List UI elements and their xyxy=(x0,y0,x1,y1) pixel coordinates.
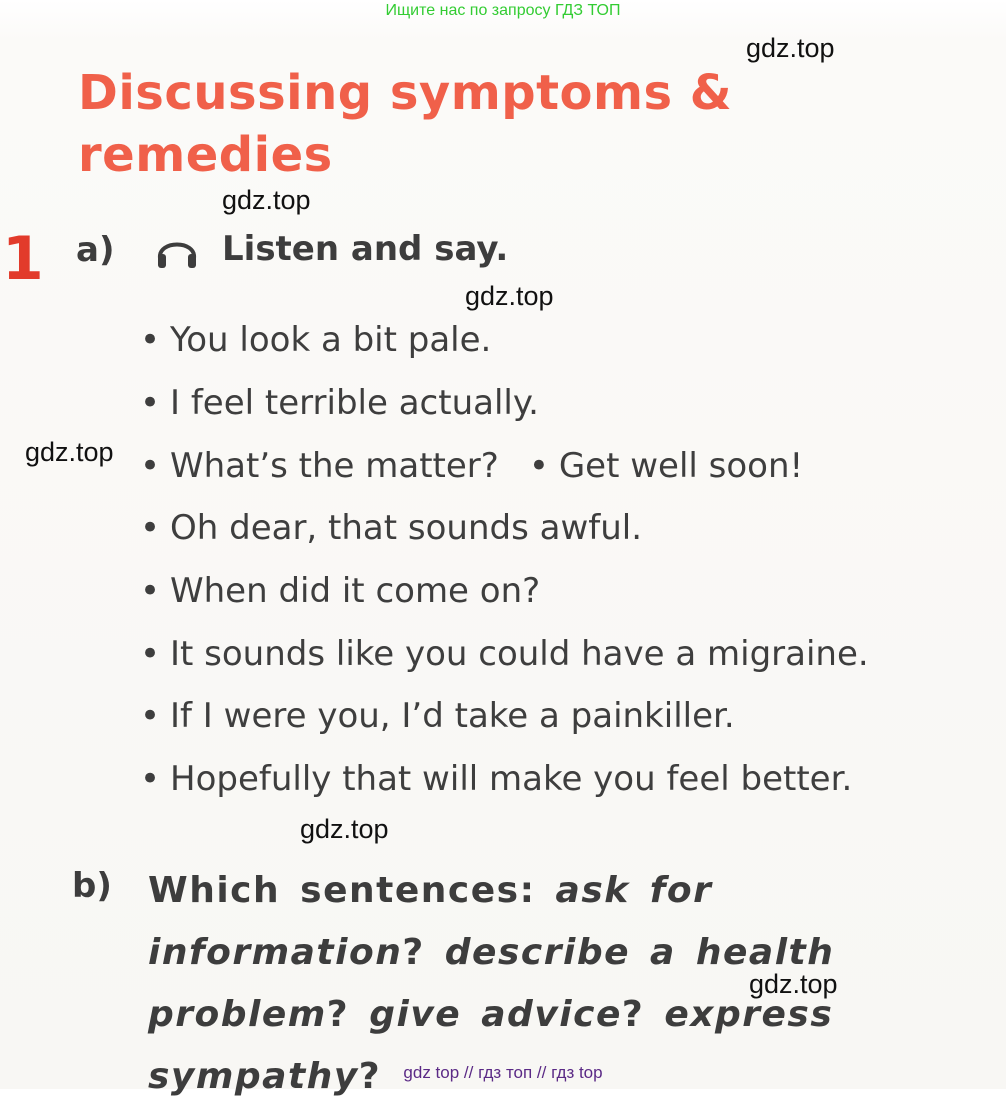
watermark: gdz.top xyxy=(746,33,835,63)
watermark: gdz.top xyxy=(300,814,389,844)
category-give-advice: give advice xyxy=(369,994,622,1035)
title-line-1: Discussing symptoms & xyxy=(78,65,733,121)
phrase-text: If I were you, I’d take a painkiller. xyxy=(170,696,735,736)
phrase-text: Oh dear, that sounds awful. xyxy=(170,508,643,548)
phrase-item xyxy=(140,757,852,801)
bullet: • xyxy=(140,759,161,799)
category-describe-problem: describe a health problem xyxy=(148,932,835,1035)
footer-links[interactable]: gdz top // гдз топ // гдз top xyxy=(403,1063,603,1082)
bullet: • xyxy=(140,508,161,548)
category-express-sympathy: express sympathy xyxy=(148,994,834,1097)
question-intro: Which sentences: xyxy=(148,870,536,911)
question-mark: ? xyxy=(326,994,350,1035)
question-mark: ? xyxy=(358,1056,382,1097)
bullet: • xyxy=(528,446,549,486)
phrase-text: You look a bit pale. xyxy=(170,320,492,360)
phrase-text: Get well soon! xyxy=(558,446,804,486)
phrase-item xyxy=(140,444,803,488)
part-b-label: b) xyxy=(72,866,112,906)
bullet: • xyxy=(140,446,161,486)
part-a-label: a) xyxy=(76,230,115,270)
phrase-text: I feel terrible actually. xyxy=(170,383,539,423)
watermark: gdz.top xyxy=(222,185,311,215)
phrase-extra xyxy=(529,446,803,486)
phrase-item xyxy=(140,632,869,676)
bullet: • xyxy=(140,383,161,423)
title-line-2: remedies xyxy=(78,127,333,183)
bullet: • xyxy=(140,696,161,736)
exercise-number: 1 xyxy=(2,224,44,294)
phrase-text: It sounds like you could have a migraine. xyxy=(170,634,869,674)
phrase-text: What’s the matter? xyxy=(170,446,499,486)
headphones-icon xyxy=(153,228,201,272)
phrase-text: Hopefully that will make you feel better. xyxy=(170,759,853,799)
phrase-item xyxy=(140,381,539,425)
category-ask-info: ask for information xyxy=(148,870,713,973)
phrase-item xyxy=(140,569,540,613)
bullet: • xyxy=(140,571,161,611)
question-mark: ? xyxy=(402,932,425,973)
phrase-item xyxy=(140,694,735,738)
watermark: gdz.top xyxy=(25,437,114,467)
phrase-text: When did it come on? xyxy=(170,571,541,611)
phrase-item xyxy=(140,318,491,362)
bullet: • xyxy=(140,634,161,674)
watermark: gdz.top xyxy=(465,281,554,311)
instruction-listen-and-say: Listen and say. xyxy=(222,229,509,269)
top-banner[interactable]: Ищите нас по запросу ГДЗ ТОП xyxy=(385,2,621,19)
bullet: • xyxy=(140,320,161,360)
page-title xyxy=(78,62,732,186)
phrase-item xyxy=(140,506,642,550)
question-mark: ? xyxy=(621,994,645,1035)
watermark: gdz.top xyxy=(749,969,838,999)
